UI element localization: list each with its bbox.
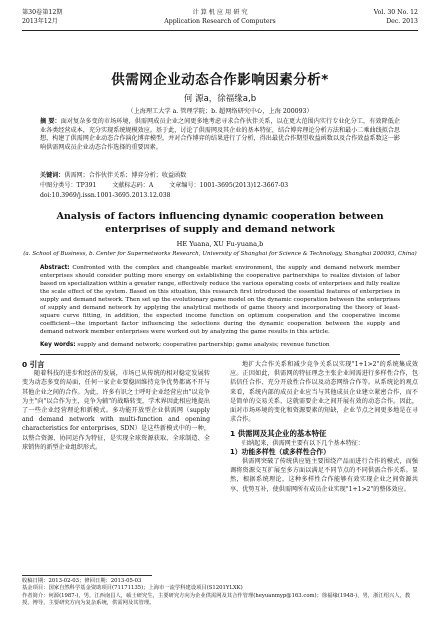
body-paragraph: 随着科技的进步和经济的发展，市场已从传统的相对稳定发展转变为动态多变的局面，任何一家企业要稳固维持竞争优势都离不开与其他企业之间的合作。为此，许多有识之士呼吁企业经营应由"以竞争为主"向"以合作为主，竞争为辅"的战略转变，学术界因此相应地提出了一些企业经营理论和新模式。多功能开放型企业供需网（supply and demand network with multi-function and opening characteristics for enterprises, SDN）是这些新模式中的一种，以整合资源、协同运作为特征，是实现全球资源获取、全球制造、全球销售的新型企业组织形式。 bbox=[22, 370, 210, 451]
keywords-text-cn: 供需网；合作伙伴关系；博弈分析；收益函数 bbox=[64, 172, 187, 179]
body-paragraph: 地扩大合作关系和减少竞争关系以实现"1+1>2"的系统集成效应。正因如此，供需网的特征理念主张企业间需进行多样性合作，包括信任合作、充分开放性合作以及动态网络合作等。从系统论的观点来看，系统内部的成员企业应当与其他成员企业建立紧密合作，而不是简单的交易关系，这就需要企业之间开展有效的动态合作。因此，面对市场环境的变化和资源要素的短缺，企业节点之间更多地是在寻求合作。 bbox=[230, 361, 418, 424]
abstract-cn bbox=[40, 118, 400, 152]
subsection-heading: 1）功能多样性（或多样性合作） bbox=[230, 447, 330, 456]
footnote-bio: 作者简介：何源(1987-)，男，江西南昌人，硕士研究生，主要研究方向为企业供需网及其合作管理(heyuanmyp@163.com)；徐福缘(1948-)，男，浙江绍兴人，教授，博导，主要研究方向为复杂系统，供需网及其管理。 bbox=[22, 592, 411, 607]
keywords-en bbox=[40, 341, 400, 350]
footnotes bbox=[22, 578, 418, 608]
journal-name: 计 算 机 应 用 研 究 Application Research of Computers bbox=[164, 9, 276, 25]
document-code: 文献标志码：A bbox=[112, 182, 154, 189]
authors-en: HE Yuana, XU Fu-yuana,b bbox=[176, 240, 264, 248]
abstract-label-en: Abstract: bbox=[40, 265, 70, 271]
keywords-text-en: supply and demand network; cooperative partnership; game analysis; revenue function bbox=[77, 342, 330, 348]
body-column-right bbox=[230, 360, 418, 494]
header-rule bbox=[22, 30, 418, 31]
footnote-fund: 基金项目：国家自然科学基金资助项目(71171135)；上海市一流学科建设项目(S1201YLXK) bbox=[22, 585, 243, 592]
journal-issue: 第30卷第12期 2013年12月 bbox=[22, 9, 63, 25]
section-heading-1: 1 供需网及其企业的基本特征 bbox=[230, 429, 327, 439]
affiliation-en: (a. School of Business, b. Center for Supernetworks Research, University of Shanghai for Science & Technology, Shanghai 200093, China) bbox=[23, 251, 417, 257]
abstract-text-cn: 面对复杂多变的市场环境，供需网成员企业之间更多地考虑寻求合作伙伴关系，以在更大范围内实行专业化分工，有效降低企业各类经营成本，充分实现系统规模效应。基于此，讨论了供需网及其企业的基本特征，结合博弈理论分析方法和最小二乘曲线拟合思想，构建了供需网企业动态合作演化博弈模型，并对合作博弈的结果进行了分析，得出最优合作期望收益函数以及合作效益系数这一影响供需网成员企业动态合作选择的重要因素。 bbox=[40, 118, 401, 151]
article-number: 文章编号：1001-3695(2013)12-3667-03 bbox=[169, 182, 289, 189]
abstract-rule bbox=[40, 354, 400, 355]
footnote-rule bbox=[22, 575, 152, 576]
section-heading-intro: 0 引言 bbox=[22, 360, 45, 369]
abstract-en bbox=[40, 264, 400, 336]
keywords-label-en: Key words: bbox=[40, 342, 76, 348]
paper-title-cn: 供需网企业动态合作影响因素分析* bbox=[111, 72, 329, 88]
clc-number: 中图分类号：TP391 bbox=[40, 182, 97, 189]
keywords-label-cn: 关键词： bbox=[40, 172, 65, 179]
doi-line: doi:10.3969/j.issn.1001-3695.2013.12.038 bbox=[40, 192, 171, 199]
paper-title-en: Analysis of factors influencing dynamic cooperation between enterprises of supply and demand network bbox=[56, 211, 384, 235]
keywords-cn bbox=[40, 172, 400, 181]
body-column-left bbox=[22, 360, 210, 452]
body-paragraph: 归纳起来，供需网主要有以下几个基本特征： bbox=[242, 439, 364, 447]
authors-cn: 何 源a，徐福缘a,b bbox=[183, 94, 257, 104]
affiliation-cn: （上海理工大学 a. 管理学院；b. 超网络研究中心，上海 200093） bbox=[127, 108, 313, 115]
classification-row bbox=[40, 182, 400, 191]
journal-volume: Vol. 30 No. 12 Dec. 2013 bbox=[373, 9, 418, 25]
abstract-text-en: Confronted with the complex and changeable market environment, the supply and demand network member enterprises should consider putting more energy on establishing the cooperative partnerships to realize division of labor based on specialization within a greater range, effectively reduce the various operating costs of enterprises and fully realize the scale effect of the system. Based on this situation, this research first introduced the essential features of enterprises in supply and demand network. Then set up the evolutionary game model on the dynamic cooperation between the enterprises of supply and demand network by applying the analytical methods of game theory and incorporating the theory of least-square curve fitting, in addition, the expected income function on optimum cooperation and the cooperative income coefficient—the important factor influencing the selections during the dynamic cooperation between the supply and demand network member enterprises were worked out by analyzing the game results in this article. bbox=[40, 265, 400, 335]
body-paragraph: 供需网突破了传统供应链主要围绕产品而进行合作的模式，而强调将资源交互扩展至多方面以满足不同节点的不同供需合作关系。显然，根据系统理论，这种多样性合作能够有效实现企业之间资源共享、优势互补，使供需网所有成员企业实现"1+1>2"的整体效应。 bbox=[230, 458, 418, 493]
footnote-received: 收稿日期：2013-02-03；修回日期：2013-05-03 bbox=[22, 578, 142, 584]
abstract-label-cn: 摘 要： bbox=[40, 118, 61, 125]
